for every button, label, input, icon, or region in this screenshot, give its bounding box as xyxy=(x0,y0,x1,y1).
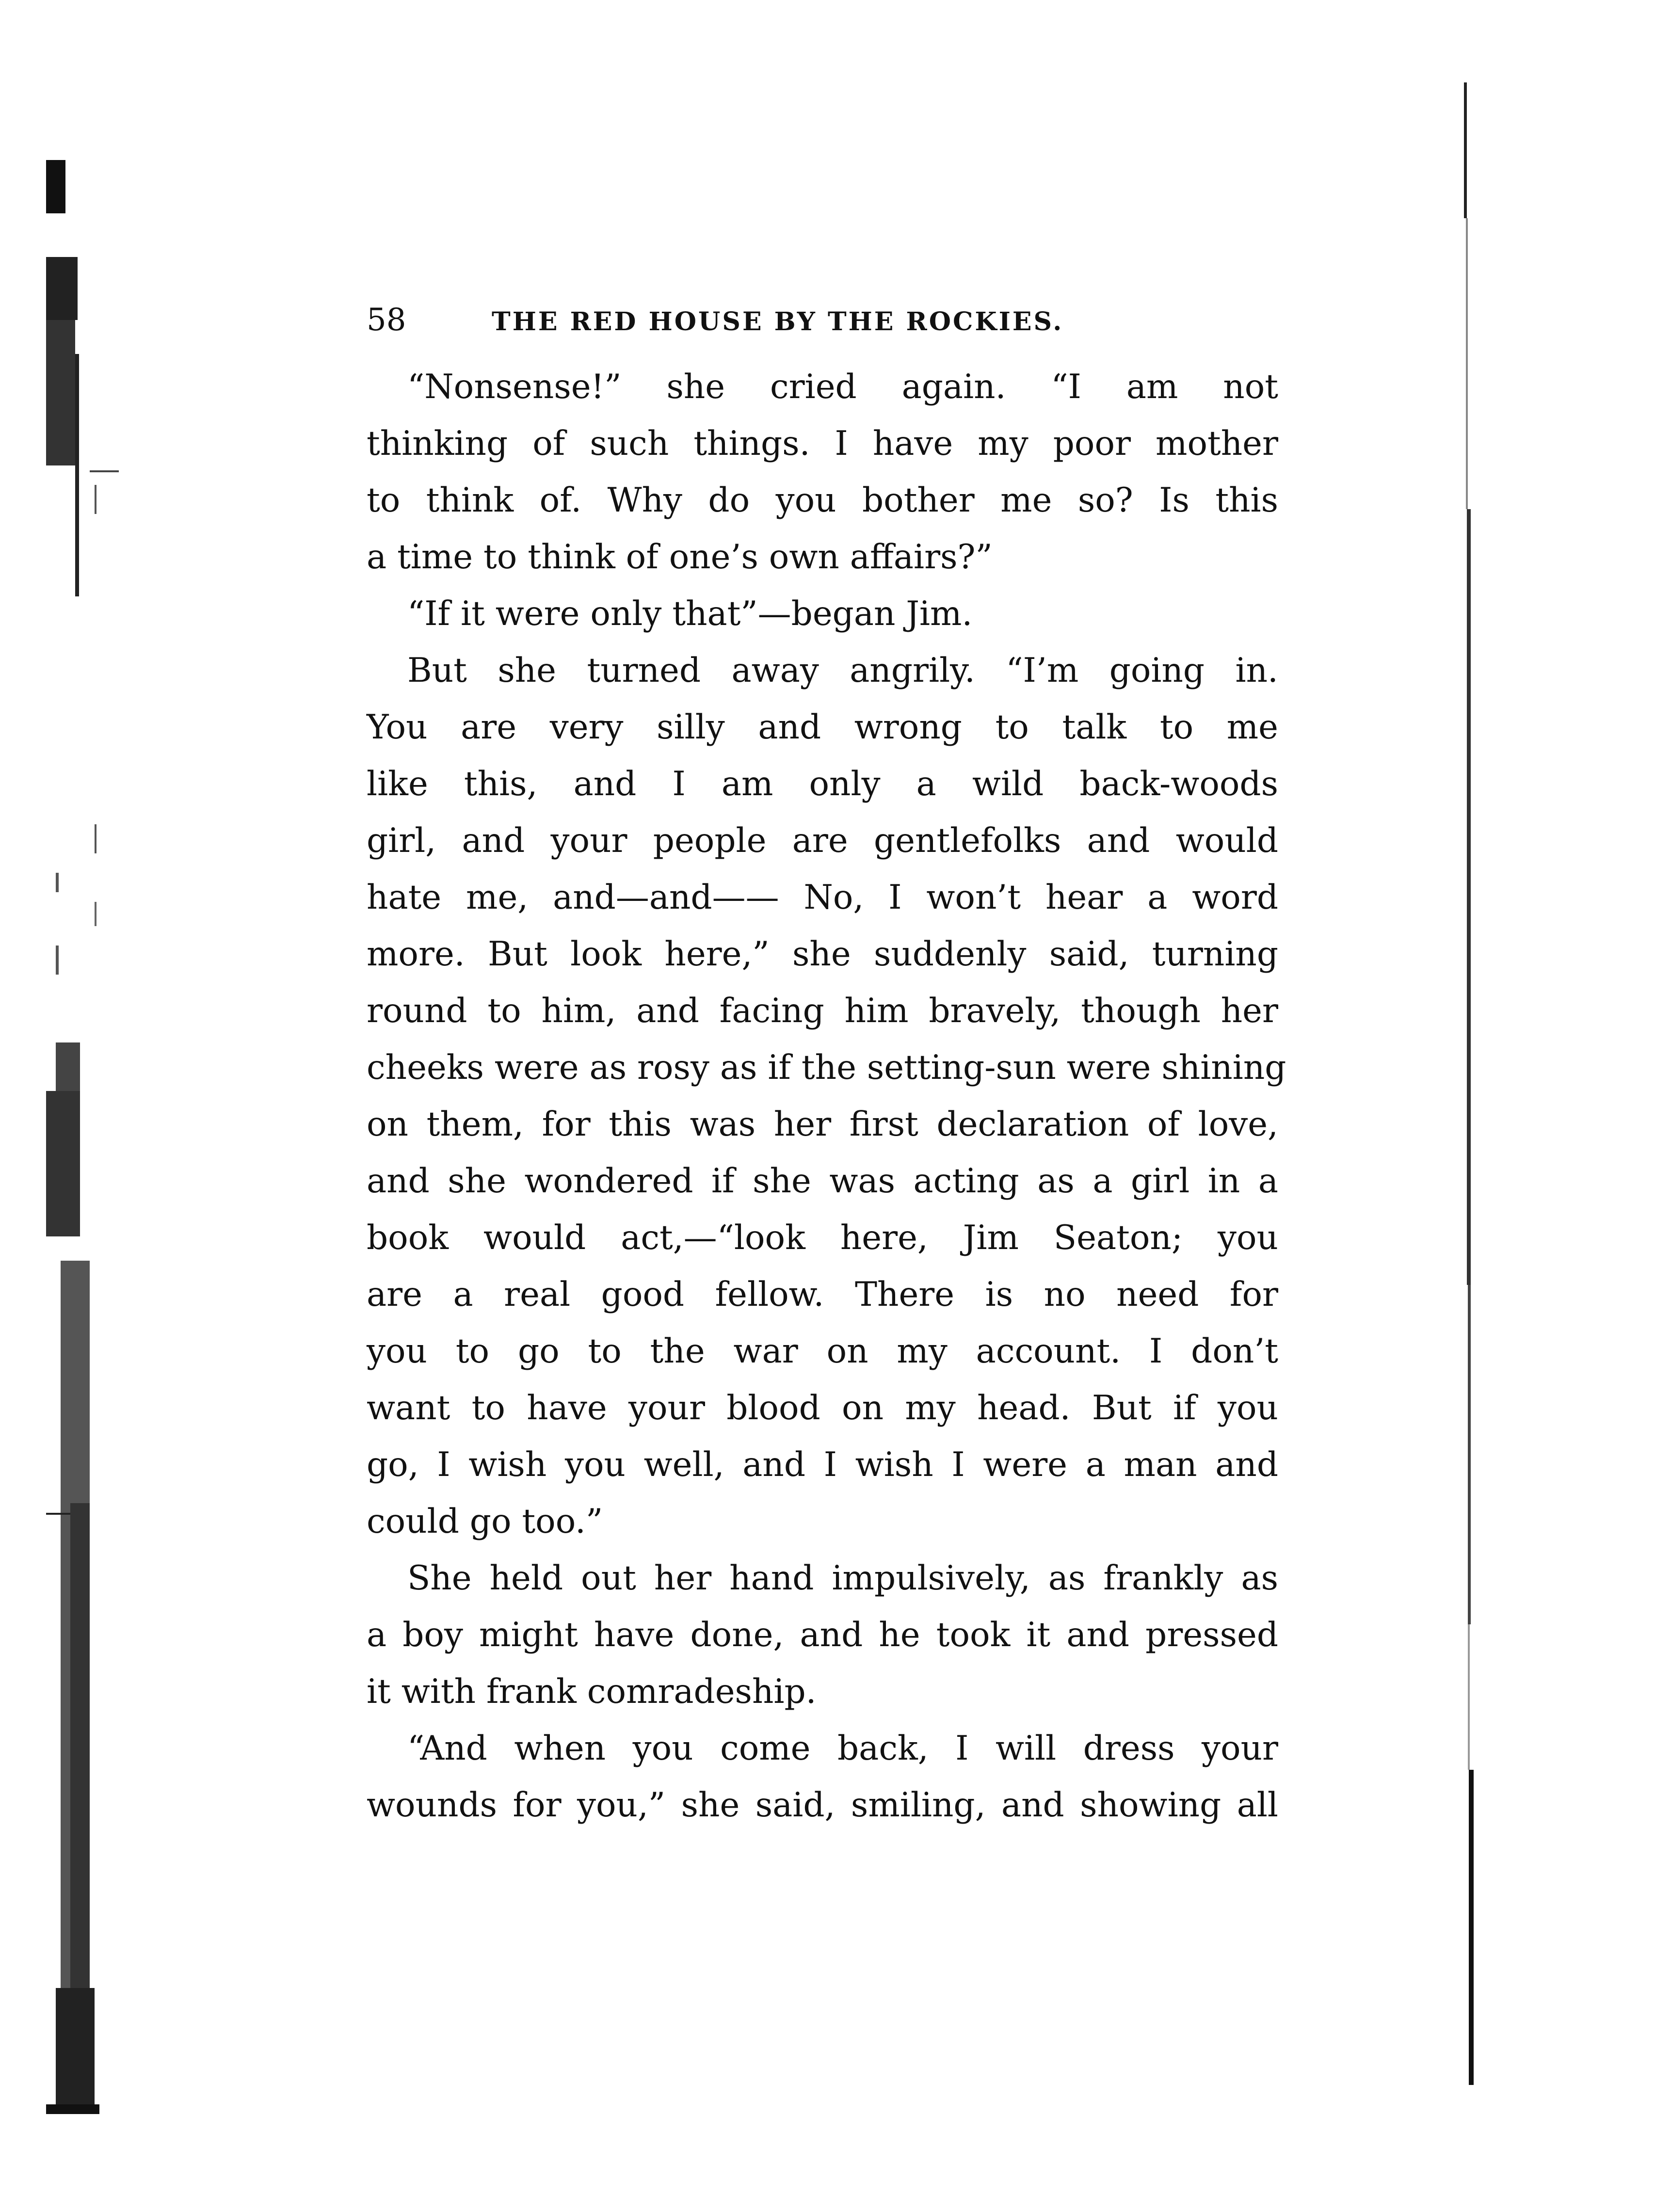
body-text xyxy=(367,359,1286,1834)
text-line: go, I wish you well, and I wish I were a man and xyxy=(367,1445,1278,1484)
text-line: a boy might have done, and he took it and pressed xyxy=(367,1616,1278,1654)
text-line: She held out her hand impulsively, as frankly as xyxy=(407,1559,1278,1598)
text-line: more. But look here,” she suddenly said, turning xyxy=(367,935,1278,974)
text-line: to think of. Why do you bother me so? Is this xyxy=(367,481,1278,520)
text-line: it with frank comradeship. xyxy=(367,1672,817,1711)
text-line: book would act,—“look here, Jim Seaton; you xyxy=(367,1218,1278,1257)
text-line: You are very silly and wrong to talk to me xyxy=(367,708,1278,747)
text-line: thinking of such things. I have my poor mother xyxy=(367,424,1278,463)
text-line: “And when you come back, I will dress your xyxy=(407,1729,1278,1768)
page-number: 58 xyxy=(367,302,406,338)
text-line: on them, for this was her first declaration of love, xyxy=(367,1105,1278,1144)
running-head-title: THE RED HOUSE BY THE ROCKIES. xyxy=(492,307,1064,337)
text-line: But she turned away angrily. “I’m going in. xyxy=(407,651,1278,690)
text-line: could go too.” xyxy=(367,1502,603,1541)
text-line: like this, and I am only a wild back-woods xyxy=(367,765,1278,803)
text-line: and she wondered if she was acting as a girl in a xyxy=(367,1162,1278,1201)
scanned-page-edge-left xyxy=(46,145,126,2114)
text-line: you to go to the war on my account. I don’t xyxy=(367,1332,1278,1371)
text-line: wounds for you,” she said, smiling, and showing all xyxy=(367,1786,1278,1825)
text-line: cheeks were as rosy as if the setting-sun were shining xyxy=(367,1048,1286,1087)
text-line: round to him, and facing him bravely, though her xyxy=(367,992,1278,1030)
text-line: are a real good fellow. There is no need for xyxy=(367,1275,1278,1314)
text-line: hate me, and—and—— No, I won’t hear a word xyxy=(367,878,1278,917)
book-page xyxy=(367,301,1286,1834)
text-line: “If it were only that”—began Jim. xyxy=(407,594,973,633)
text-line: girl, and your people are gentlefolks and would xyxy=(367,821,1278,860)
text-line: “Nonsense!” she cried again. “I am not xyxy=(407,368,1278,406)
text-line: a time to think of one’s own affairs?” xyxy=(367,538,993,577)
running-head xyxy=(367,301,1278,339)
text-line: want to have your blood on my head. But if you xyxy=(367,1389,1278,1427)
scanned-page-edge-right xyxy=(1457,82,1486,2095)
